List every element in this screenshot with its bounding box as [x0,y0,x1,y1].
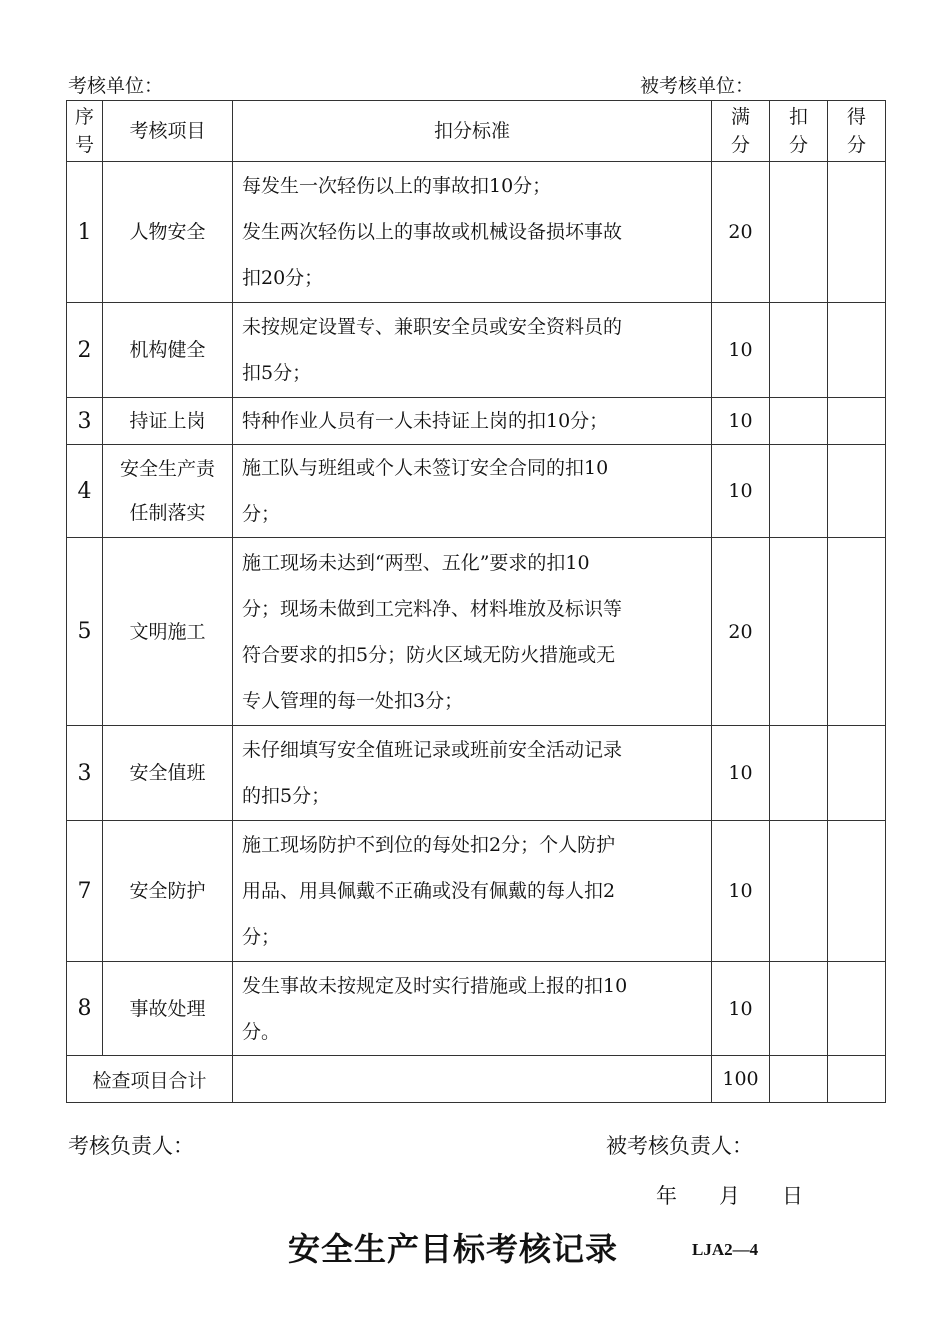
row-standard [233,726,712,821]
row-deduct-cell[interactable] [770,445,828,538]
row-standard-line: 发生两次轻伤以上的事故或机械设备损坏事故 [242,221,623,243]
row-item: 人物安全 [103,162,233,303]
total-row [67,1056,886,1103]
table-header-row [67,101,886,162]
table-row [67,445,886,538]
total-standard-cell [233,1056,712,1103]
row-score-cell[interactable] [828,445,886,538]
total-full-score: 100 [712,1056,770,1103]
row-full-score: 10 [712,962,770,1056]
row-standard [233,538,712,726]
date-day: 日 [782,1184,803,1208]
header-score-text: 得分 [846,106,866,156]
row-number: 8 [67,962,103,1056]
document-title: 安全生产目标考核记录 [288,1230,619,1268]
row-full-score: 10 [712,303,770,398]
assessor-unit-label: 考核单位： [68,75,164,97]
row-standard-line: 分； [242,503,281,525]
row-standard-line: 每发生一次轻伤以上的事故扣10分； [242,175,552,197]
row-standard-line: 的扣5分； [242,785,331,807]
total-deduct-cell[interactable] [770,1056,828,1103]
row-number: 5 [67,538,103,726]
row-standard-line: 施工现场未达到“两型、五化”要求的扣10 [242,551,590,574]
header-deduct-text: 扣分 [788,106,808,156]
row-standard [233,445,712,538]
row-number: 2 [67,303,103,398]
total-score-cell[interactable] [828,1056,886,1103]
table-row [67,162,886,303]
header-no [67,101,103,162]
header-standard: 扣分标准 [233,101,712,162]
total-label: 检查项目合计 [67,1056,233,1103]
row-item: 事故处理 [103,962,233,1056]
assessee-unit-label: 被考核单位： [640,75,755,97]
row-score-cell[interactable] [828,962,886,1056]
row-score-cell[interactable] [828,162,886,303]
row-number: 4 [67,445,103,538]
row-standard-line: 符合要求的扣5分；防火区域无防火措施或无 [242,643,616,666]
row-deduct-cell[interactable] [770,726,828,821]
date-year: 年 [656,1184,677,1208]
date-line [656,1180,803,1210]
row-item: 安全防护 [103,821,233,962]
row-standard-line: 用品、用具佩戴不正确或没有佩戴的每人扣2 [242,880,616,902]
header-item: 考核项目 [103,101,233,162]
row-full-score: 10 [712,726,770,821]
row-item-line: 任制落实 [129,502,206,524]
row-standard [233,962,712,1056]
table-row [67,821,886,962]
row-standard [233,162,712,303]
header-no-text: 序号 [74,106,94,156]
row-standard-line: 分；现场未做到工完料净、材料堆放及标识等 [242,597,623,620]
row-full-score: 20 [712,162,770,303]
header-full-text: 满分 [730,106,750,156]
table-row [67,962,886,1056]
row-standard-line: 扣20分； [242,267,324,289]
row-full-score: 10 [712,445,770,538]
row-full-score: 10 [712,821,770,962]
row-deduct-cell[interactable] [770,962,828,1056]
table-row [67,303,886,398]
row-standard-line: 施工现场防护不到位的每处扣2分；个人防护 [242,834,616,856]
row-deduct-cell[interactable] [770,162,828,303]
row-standard [233,398,712,445]
row-item [103,445,233,538]
row-number: 3 [67,726,103,821]
header-score [828,101,886,162]
row-score-cell[interactable] [828,538,886,726]
row-standard-line: 未仔细填写安全值班记录或班前安全活动记录 [242,739,623,761]
row-item: 持证上岗 [103,398,233,445]
row-deduct-cell[interactable] [770,303,828,398]
row-standard-line: 特种作业人员有一人未持证上岗的扣10分； [242,410,609,432]
row-standard-line: 专人管理的每一处扣3分； [242,689,464,712]
date-month: 月 [719,1184,740,1208]
row-number: 1 [67,162,103,303]
row-score-cell[interactable] [828,726,886,821]
row-score-cell[interactable] [828,398,886,445]
table-row [67,538,886,726]
row-number: 7 [67,821,103,962]
row-item: 机构健全 [103,303,233,398]
row-standard-line: 施工队与班组或个人未签订安全合同的扣10 [242,457,609,479]
row-item: 安全值班 [103,726,233,821]
assessment-table [66,100,886,1103]
row-number: 3 [67,398,103,445]
row-standard [233,821,712,962]
table-row [67,398,886,445]
row-item-line: 安全生产责 [119,458,215,480]
row-score-cell[interactable] [828,303,886,398]
row-item: 文明施工 [103,538,233,726]
row-deduct-cell[interactable] [770,821,828,962]
row-standard-line: 分； [242,926,281,948]
row-full-score: 10 [712,398,770,445]
assessee-person-label: 被考核负责人： [606,1134,753,1158]
row-deduct-cell[interactable] [770,398,828,445]
row-standard-line: 发生事故未按规定及时实行措施或上报的扣10 [242,974,628,997]
document-code: LJA2—4 [692,1240,759,1259]
row-standard-line: 扣5分； [242,362,312,384]
row-standard-line: 未按规定设置专、兼职安全员或安全资料员的 [242,316,623,338]
row-score-cell[interactable] [828,821,886,962]
header-full [712,101,770,162]
table-row [67,726,886,821]
row-full-score: 20 [712,538,770,726]
header-deduct [770,101,828,162]
assessor-person-label: 考核负责人： [68,1134,194,1158]
row-standard [233,303,712,398]
row-deduct-cell[interactable] [770,538,828,726]
row-standard-line: 分。 [242,1020,281,1043]
